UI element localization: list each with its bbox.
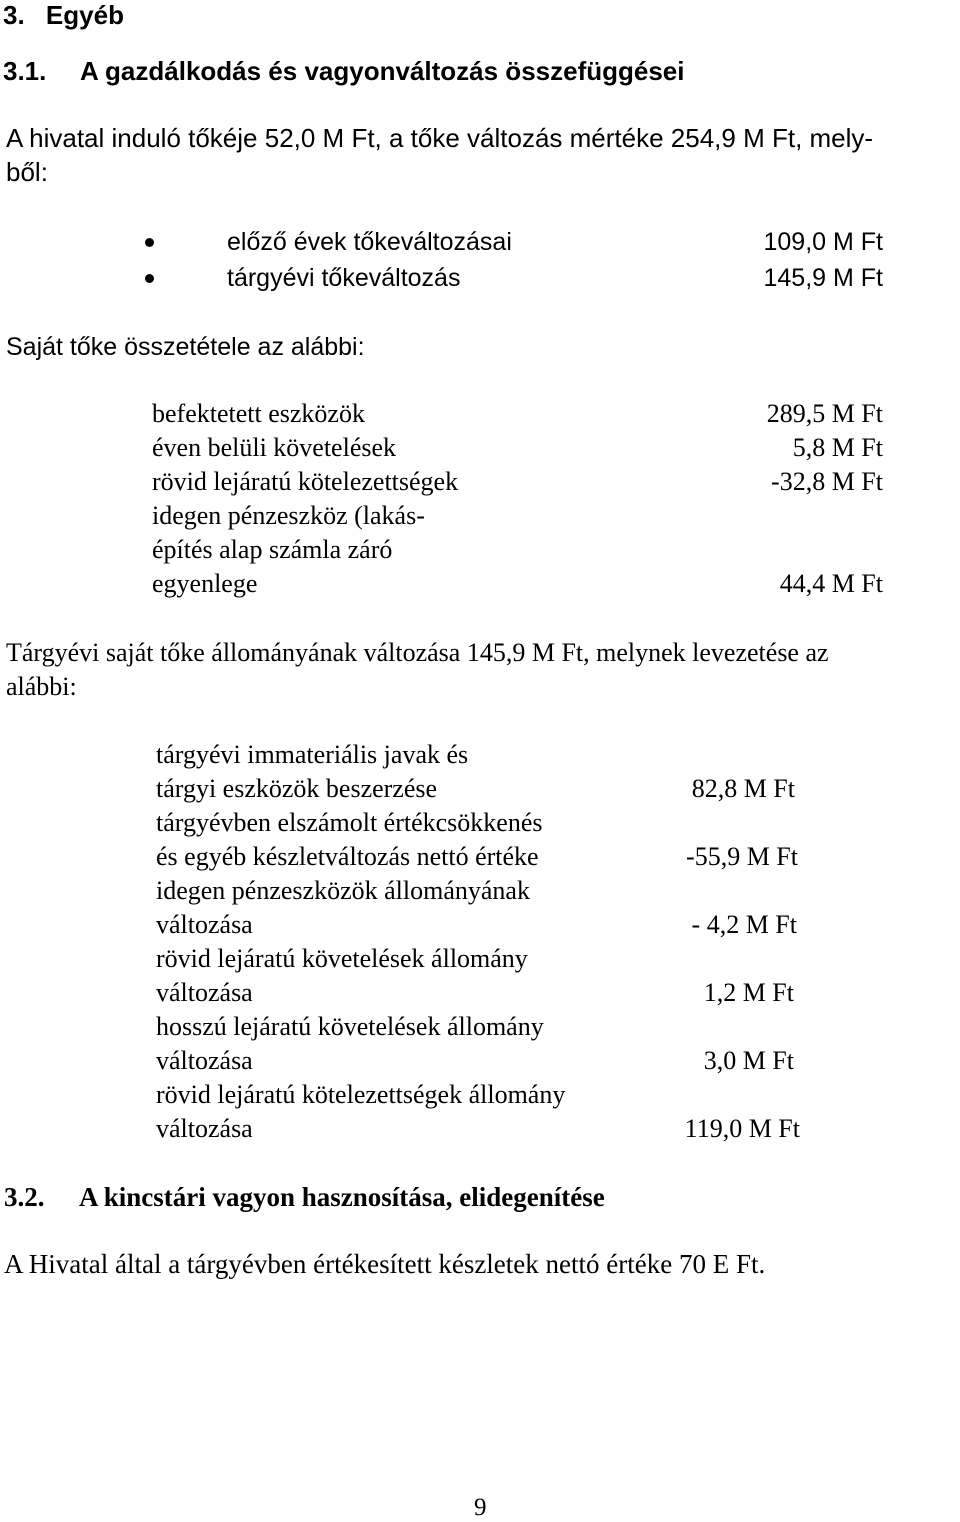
section-title: Egyéb — [45, 0, 124, 30]
change-paragraph-line2: alábbi: — [6, 672, 77, 701]
subsection-number: 3.2. — [4, 1182, 45, 1212]
bullet-label: tárgyévi tőkeváltozás — [227, 264, 461, 292]
composition-value: 44,4 M Ft — [779, 569, 883, 598]
section-number: 3. — [3, 0, 25, 30]
subsection-heading — [3, 56, 685, 87]
change-label: tárgyévben elszámolt értékcsökkenés — [156, 808, 543, 837]
change-value: 119,0 M Ft — [684, 1114, 800, 1143]
composition-heading: Saját tőke összetétele az alábbi: — [6, 333, 365, 361]
composition-label: idegen pénzeszköz (lakás- — [152, 501, 425, 530]
change-value: 3,0 M Ft — [703, 1046, 794, 1075]
change-label: idegen pénzeszközök állományának — [156, 876, 530, 905]
change-value: 1,2 M Ft — [703, 978, 794, 1007]
change-label: tárgyi eszközök beszerzése — [156, 774, 438, 803]
change-value: - 4,2 M Ft — [691, 910, 797, 939]
change-value: 82,8 M Ft — [691, 774, 795, 803]
composition-label: rövid lejáratú kötelezettségek — [152, 467, 459, 496]
change-label: változása — [156, 1046, 253, 1075]
change-label: változása — [156, 978, 253, 1007]
change-label: rövid lejáratú követelések állomány — [156, 944, 528, 973]
bullet-icon — [145, 238, 154, 247]
composition-value: 5,8 M Ft — [792, 433, 883, 462]
composition-label: egyenlege — [152, 569, 258, 598]
change-label: hosszú lejáratú követelések állomány — [156, 1012, 544, 1041]
change-label: változása — [156, 1114, 253, 1143]
composition-value: 289,5 M Ft — [766, 399, 883, 428]
change-label: tárgyévi immateriális javak és — [156, 740, 469, 769]
composition-label: éven belüli követelések — [152, 433, 397, 462]
intro-paragraph-line1: A hivatal induló tőkéje 52,0 M Ft, a tőke változás mértéke 254,9 M Ft, mely- — [6, 123, 874, 153]
bullet-value: 145,9 M Ft — [763, 264, 883, 292]
section-heading — [3, 0, 124, 31]
subsection-title: A kincstári vagyon hasznosítása, elidegenítése — [79, 1182, 605, 1212]
change-label: és egyéb készletváltozás nettó értéke — [156, 842, 539, 871]
composition-value: -32,8 M Ft — [771, 467, 883, 496]
bullet-icon — [145, 274, 154, 283]
change-paragraph-line1: Tárgyévi saját tőke állományának változása 145,9 M Ft, melynek levezetése az — [6, 638, 829, 667]
subsection-heading — [4, 1182, 605, 1213]
change-label: változása — [156, 910, 253, 939]
subsection-title: A gazdálkodás és vagyonváltozás összefüggései — [80, 56, 685, 86]
change-value: -55,9 M Ft — [686, 842, 798, 871]
bullet-label: előző évek tőkeváltozásai — [227, 228, 512, 256]
intro-paragraph-line2: ből: — [6, 157, 48, 187]
bullet-value: 109,0 M Ft — [763, 228, 883, 256]
page-number: 9 — [474, 1494, 487, 1521]
composition-label: építés alap számla záró — [152, 535, 393, 564]
subsection-number: 3.1. — [3, 56, 47, 86]
change-label: rövid lejáratú kötelezettségek állomány — [156, 1080, 566, 1109]
composition-label: befektetett eszközök — [152, 399, 365, 428]
section-text: A Hivatal által a tárgyévben értékesített készletek nettó értéke 70 E Ft. — [4, 1249, 766, 1279]
